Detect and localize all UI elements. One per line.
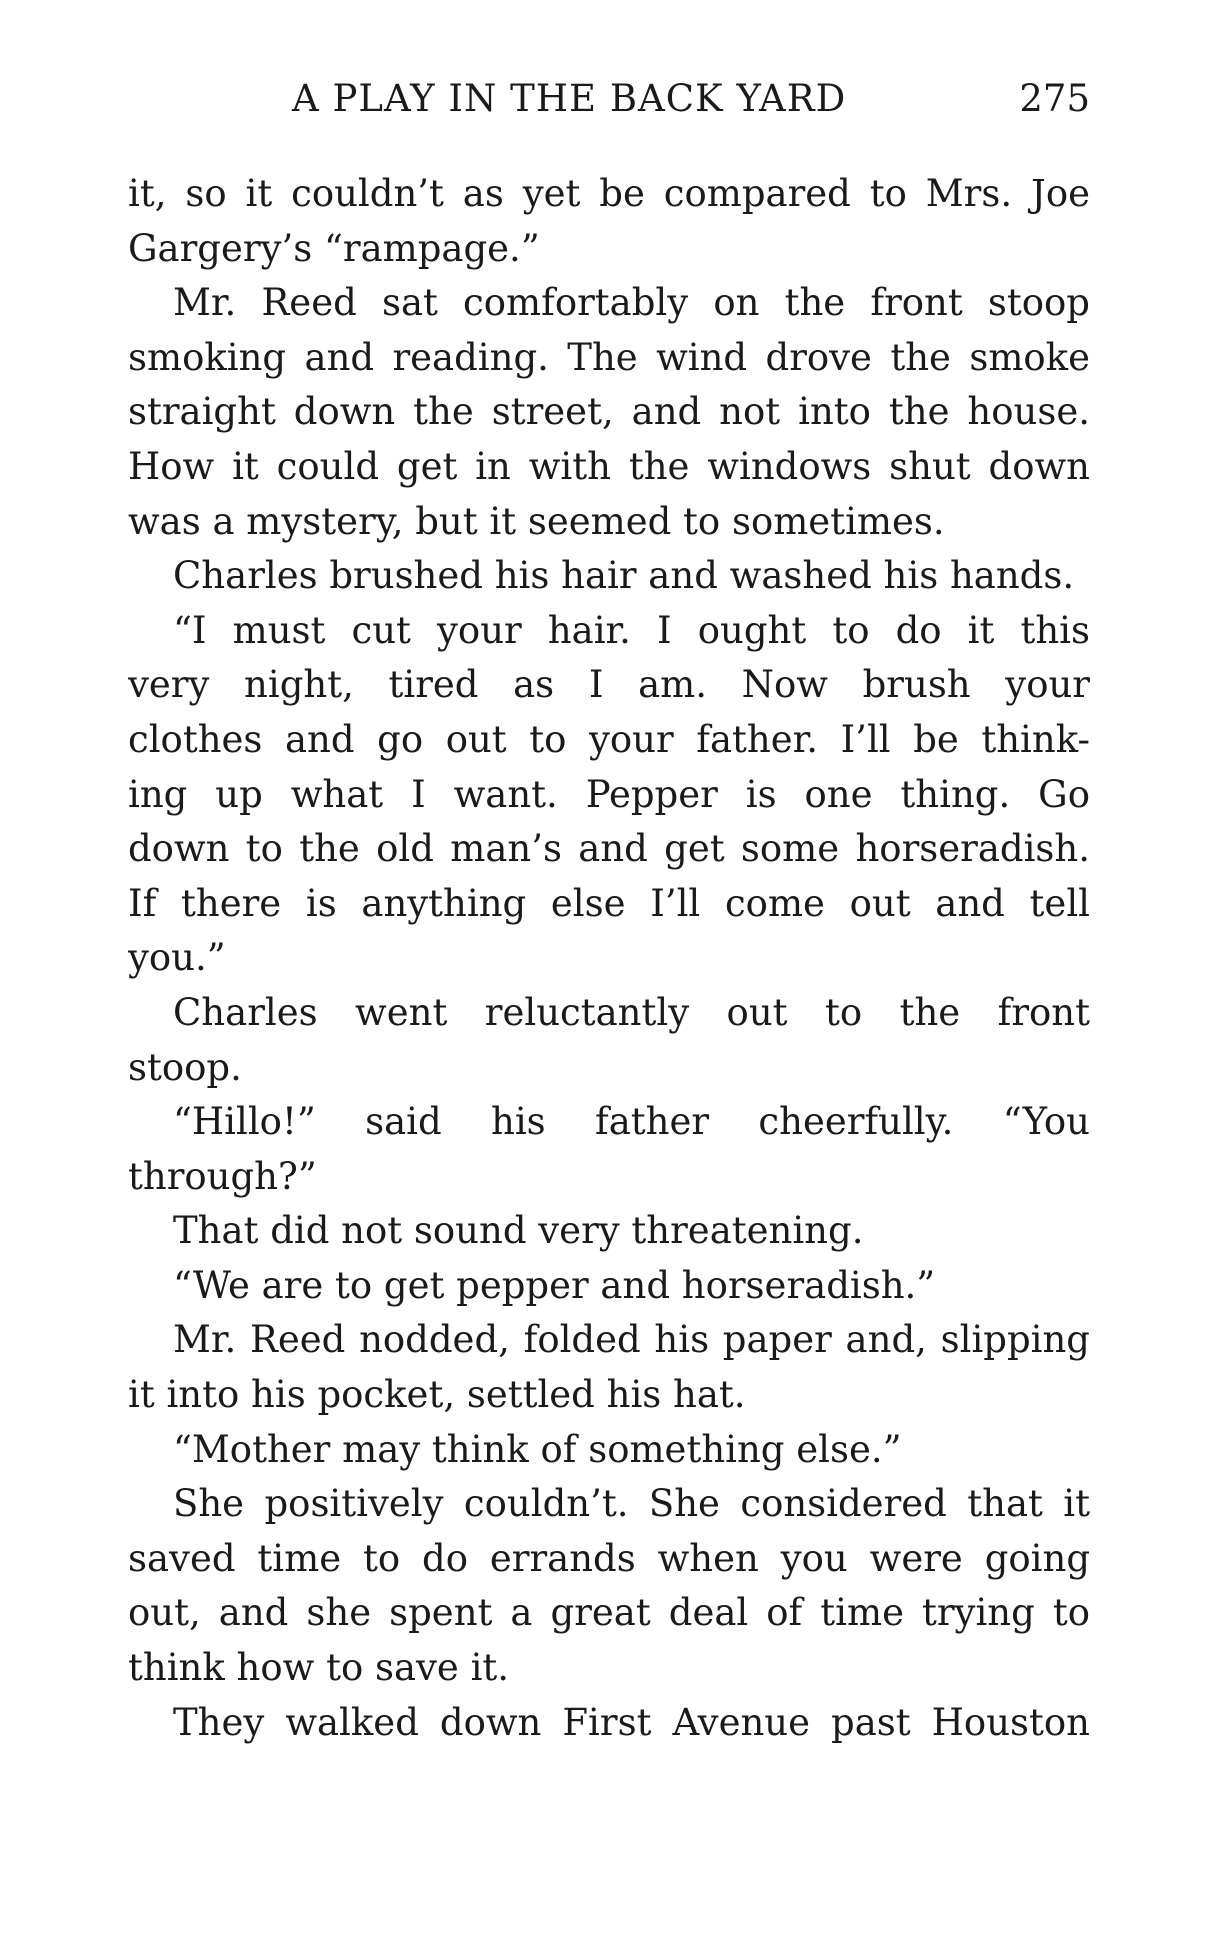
text-line: down to the old man’s and get some horseradish. [128,827,1090,871]
text-line: through?” [128,1154,317,1198]
text-line: “I must cut your hair. I ought to do it this [173,608,1090,652]
text-line: They walked down First Avenue past Houston [173,1700,1090,1744]
text-line: That did not sound very threatening. [173,1209,864,1253]
text-line: If there is anything else I’ll come out and tell [128,881,1090,925]
text-line: “We are to get pepper and horseradish.” [173,1263,936,1307]
text-line: it into his pocket, settled his hat. [128,1373,746,1417]
text-line: ing up what I want. Pepper is one thing. Go [128,772,1090,816]
text-line: very night, tired as I am. Now brush your [128,663,1090,707]
text-line: She positively couldn’t. She considered that it [173,1482,1090,1526]
running-head [128,74,1090,124]
text-line: it, so it couldn’t as yet be compared to Mrs. Joe [128,172,1090,215]
text-line: smoking and reading. The wind drove the smoke [128,335,1090,379]
text-line: How it could get in with the windows shut down [128,444,1090,488]
text-line: was a mystery, but it seemed to sometimes. [128,499,945,543]
page-number: 275 [1019,77,1090,120]
text-line: “Mother may think of something else.” [173,1427,902,1471]
text-line: you.” [128,936,226,980]
text-line: Mr. Reed nodded, folded his paper and, slipping [173,1318,1090,1362]
text-line: Mr. Reed sat comfortably on the front stoop [173,281,1090,325]
text-line: saved time to do errands when you were going [128,1536,1090,1580]
text-line: think how to save it. [128,1646,510,1690]
text-line: Charles went reluctantly out to the front [173,990,1090,1034]
text-line: stoop. [128,1045,242,1089]
text-line: clothes and go out to your father. I’ll be think- [128,717,1090,761]
text-line: straight down the street, and not into the house. [128,390,1090,434]
text-line: out, and she spent a great deal of time trying to [128,1591,1090,1635]
body-text [128,167,1090,1750]
text-line: Gargery’s “rampage.” [128,226,540,270]
text-line: Charles brushed his hair and washed his hands. [173,554,1075,598]
running-title: A PLAY IN THE BACK YARD [292,77,847,120]
text-line: “Hillo!” said his father cheerfully. “You [173,1100,1090,1144]
